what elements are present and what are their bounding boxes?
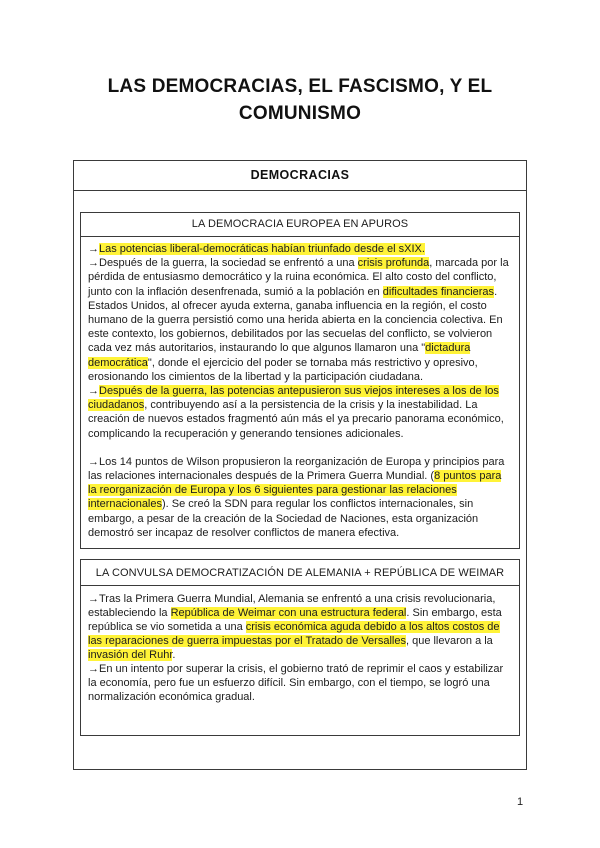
paragraph <box>88 455 512 540</box>
text-segment: →Los 14 puntos de Wilson propusieron la reorganización de Europa y principios para las relaciones internacionales después de la Primera Guerra Mundial. ( <box>88 455 505 483</box>
highlighted-text: dificultades financieras <box>382 285 495 298</box>
subsection-box-republica-weimar <box>80 559 520 736</box>
text-segment: . Estados Unidos, al ofrecer ayuda externa, ganaba influencia en la región, el costo humano de la guerra persistió como una herida abierta en la conciencia colectiva. En este contexto, los gobiernos, debilitados por las secuelas del conflicto, se volvieron cada vez más autoritarios, instaurando lo que algunos llamaron una " <box>88 285 503 355</box>
text-segment: → <box>88 385 99 398</box>
subsection-body <box>81 586 519 712</box>
highlighted-text: invasión del Ruhr <box>88 649 173 662</box>
paragraph-group <box>88 242 512 441</box>
paragraph <box>88 242 512 256</box>
highlighted-text: República de Weimar con una estructura federal <box>170 607 407 620</box>
text-segment: . <box>172 649 176 662</box>
text-segment: , que llevaron a la <box>405 635 493 648</box>
text-segment: →En un intento por superar la crisis, el gobierno trató de reprimir el caos y estabilizar la economía, pero fue un esfuerzo difícil. Sin embargo, con el tiempo, se logró una normalización económica gradual. <box>88 663 504 704</box>
subsection-body <box>81 237 519 548</box>
section-box-democracias <box>73 160 527 770</box>
text-segment: , marcada por la pérdida de entusiasmo democrático y la ruina económica. El alto costo del conflicto, junto con la inflación desenfrenada, sumió a la población en <box>88 257 509 298</box>
highlighted-text: Después de la guerra, las potencias antepusieron sus viejos intereses a los de los ciudadanos <box>88 385 499 412</box>
subsection-heading: LA DEMOCRACIA EUROPEA EN APUROS <box>81 213 519 237</box>
paragraph <box>88 256 512 384</box>
highlighted-text: dictadura democrática <box>88 342 471 369</box>
text-segment: ", donde el ejercicio del poder se tornaba más restrictivo y opresivo, erosionando los cimientos de la libertad y la participación ciudadana. <box>88 356 478 383</box>
page-number: 1 <box>517 796 524 808</box>
highlighted-text: crisis económica aguda debido a los altos costos de las reparaciones de guerra impuestas por el Tratado de Versalles <box>88 621 500 648</box>
paragraph <box>88 662 512 704</box>
text-segment: , contribuyendo así a la persistencia de la crisis y la inestabilidad. La creación de nuevos estados fragmentó aún más el ya precario panorama económico, complicando la recuperación y generando tensiones adicionales. <box>88 399 504 440</box>
paragraph <box>88 384 512 441</box>
paragraph-group <box>88 455 512 540</box>
highlighted-text: crisis profunda <box>357 257 430 270</box>
text-segment: →Tras la Primera Guerra Mundial, Alemania se enfrentó a una crisis revolucionaria, estableciendo la <box>88 593 496 620</box>
text-segment: ). Se creó la SDN para regular los conflictos internacionales, sin embargo, a pesar de la creación de la Sociedad de Naciones, esta organización demostró ser incapaz de resolver conflictos de manera efectiva. <box>88 498 479 539</box>
paragraph-group <box>88 592 512 704</box>
highlighted-text: Las potencias liberal-democráticas habían triunfado desde el sXIX. <box>99 243 425 255</box>
text-segment: . Sin embargo, esta república se vio sometida a una <box>88 607 502 634</box>
text-segment: → <box>88 243 99 255</box>
subsection-box-democracia-europea <box>80 212 520 549</box>
highlighted-text: 8 puntos para la reorganización de Europa y los 6 siguientes para gestionar las relaciones internacionales <box>88 470 502 511</box>
paragraph <box>88 592 512 662</box>
text-segment: →Después de la guerra, la sociedad se enfrentó a una <box>88 257 358 270</box>
page-title: LAS DEMOCRACIAS, EL FASCISMO, Y EL COMUNISMO <box>107 76 493 124</box>
section-heading: DEMOCRACIAS <box>74 161 526 191</box>
subsection-heading: LA CONVULSA DEMOCRATIZACIÓN DE ALEMANIA + REPÚBLICA DE WEIMAR <box>81 560 519 586</box>
